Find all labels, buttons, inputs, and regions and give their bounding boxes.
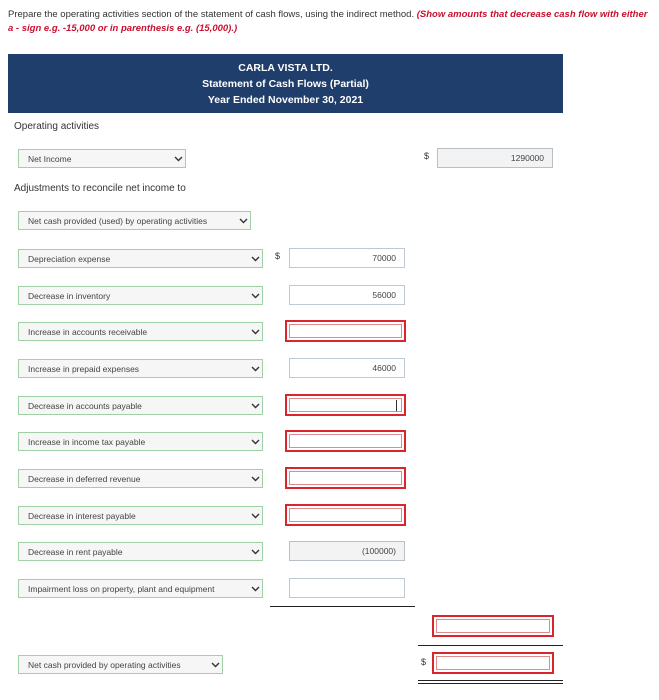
adjustments-select-label: Net cash provided (used) by operating activities bbox=[28, 215, 208, 226]
chevron-down-icon bbox=[248, 543, 262, 560]
statement-period: Year Ended November 30, 2021 bbox=[207, 93, 364, 106]
net-income-amount-field[interactable]: 1290000 bbox=[437, 148, 553, 168]
adjustment-amount-field[interactable] bbox=[289, 578, 405, 598]
chevron-down-icon bbox=[208, 656, 222, 673]
adjustment-item-label: Decrease in deferred revenue bbox=[28, 473, 141, 484]
adjustment-amount-field[interactable] bbox=[285, 504, 406, 526]
adjustments-label: Adjustments to reconcile net income to bbox=[14, 183, 186, 194]
adjustment-item-label: Depreciation expense bbox=[28, 253, 111, 264]
net-cash-amount-field[interactable] bbox=[432, 652, 554, 674]
chevron-down-icon bbox=[248, 470, 262, 487]
total-adjustments-field[interactable] bbox=[432, 615, 554, 637]
adjustment-item-label: Decrease in rent payable bbox=[28, 546, 123, 557]
adjustment-amount-field[interactable] bbox=[285, 394, 406, 416]
adjustment-item-select[interactable] bbox=[18, 322, 263, 341]
chevron-down-icon bbox=[248, 287, 262, 304]
chevron-down-icon bbox=[236, 212, 250, 229]
statement-title: Statement of Cash Flows (Partial) bbox=[202, 77, 369, 90]
adjustment-item-select[interactable] bbox=[18, 469, 263, 488]
adjustment-amount-field[interactable] bbox=[285, 320, 406, 342]
total-underline bbox=[418, 645, 563, 646]
adjustment-item-select[interactable] bbox=[18, 432, 263, 451]
chevron-down-icon bbox=[248, 507, 262, 524]
chevron-down-icon bbox=[248, 250, 262, 267]
adjustment-amount-field[interactable]: 56000 bbox=[289, 285, 405, 305]
adjustment-item-select[interactable] bbox=[18, 542, 263, 561]
company-name: CARLA VISTA LTD. bbox=[238, 61, 333, 74]
net-cash-select-label: Net cash provided by operating activities bbox=[28, 659, 181, 670]
chevron-down-icon bbox=[171, 150, 185, 167]
currency-symbol: $ bbox=[421, 657, 427, 667]
text-cursor bbox=[396, 400, 397, 411]
adjustment-item-label: Increase in prepaid expenses bbox=[28, 363, 140, 374]
subtotal-underline bbox=[270, 606, 415, 607]
instructions-text: Prepare the operating activities section of the statement of cash flows, using the indirect method. bbox=[8, 9, 415, 20]
chevron-down-icon bbox=[248, 397, 262, 414]
adjustment-item-select[interactable] bbox=[18, 286, 263, 305]
adjustment-item-label: Impairment loss on property, plant and equipment bbox=[28, 583, 215, 594]
adjustment-item-select[interactable] bbox=[18, 359, 263, 378]
chevron-down-icon bbox=[248, 433, 262, 450]
net-income-select[interactable] bbox=[18, 149, 186, 168]
adjustment-item-label: Decrease in interest payable bbox=[28, 510, 136, 521]
statement-header bbox=[8, 54, 563, 113]
adjustment-item-label: Decrease in inventory bbox=[28, 290, 111, 301]
adjustment-item-label: Increase in accounts receivable bbox=[28, 326, 148, 337]
chevron-down-icon bbox=[248, 580, 262, 597]
net-income-select-label: Net Income bbox=[28, 153, 72, 164]
adjustment-item-select[interactable] bbox=[18, 579, 263, 598]
adjustment-amount-field[interactable] bbox=[285, 467, 406, 489]
chevron-down-icon bbox=[248, 360, 262, 377]
adjustment-item-label: Decrease in accounts payable bbox=[28, 400, 142, 411]
adjustment-item-select[interactable] bbox=[18, 396, 263, 415]
adjustment-item-select[interactable] bbox=[18, 506, 263, 525]
adjustment-amount-field[interactable]: 70000 bbox=[289, 248, 405, 268]
currency-symbol: $ bbox=[424, 151, 430, 161]
adjustment-item-select[interactable] bbox=[18, 249, 263, 268]
section-label: Operating activities bbox=[14, 121, 100, 132]
double-underline-top bbox=[418, 680, 563, 681]
adjustments-select[interactable] bbox=[18, 211, 251, 230]
net-cash-select[interactable] bbox=[18, 655, 223, 674]
adjustment-amount-field[interactable]: 46000 bbox=[289, 358, 405, 378]
adjustment-amount-field[interactable]: (100000) bbox=[289, 541, 405, 561]
instructions bbox=[8, 8, 648, 36]
currency-symbol: $ bbox=[275, 251, 281, 261]
chevron-down-icon bbox=[248, 323, 262, 340]
double-underline-bottom bbox=[418, 683, 563, 684]
adjustment-amount-field[interactable] bbox=[285, 430, 406, 452]
instructions-note: (Show amounts that decrease cash flow with either a - sign e.g. -15,000 or in parenthesis e.g. (15,000).) bbox=[8, 9, 648, 34]
adjustment-item-label: Increase in income tax payable bbox=[28, 436, 146, 447]
